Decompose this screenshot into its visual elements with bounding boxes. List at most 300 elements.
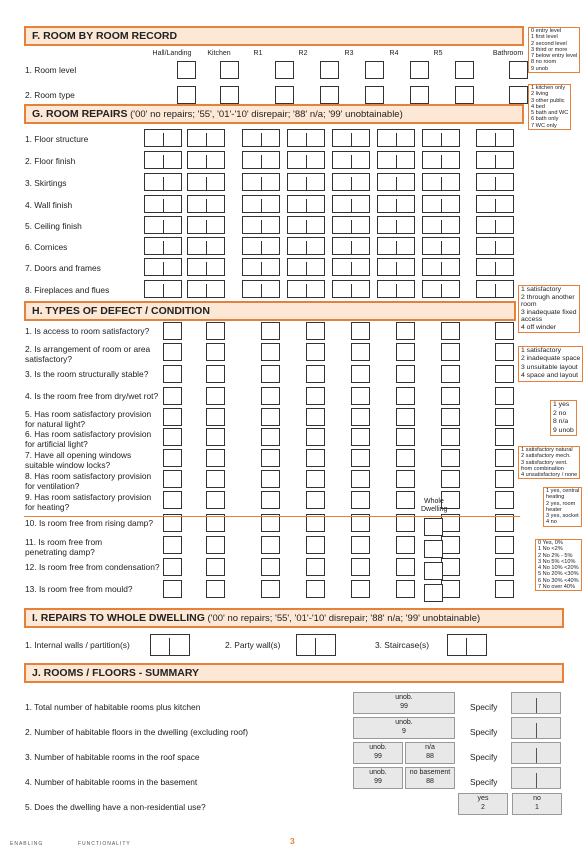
defect-field[interactable]: [163, 408, 182, 426]
whole-repair-field[interactable]: [150, 634, 190, 656]
room-repair-field[interactable]: [287, 280, 325, 298]
room-repair-field[interactable]: [287, 151, 325, 169]
legend-line: 2 No 2% - 5%: [538, 552, 573, 559]
section-title-note: ('00' no repairs; '55', '01'-'10' disrepair; '88' n/a; '99' unobtainable): [204, 613, 481, 624]
whole-dwelling-field[interactable]: [424, 584, 443, 602]
defect-field[interactable]: [441, 408, 460, 426]
room-record-field[interactable]: [455, 61, 474, 79]
room-repair-field[interactable]: [476, 173, 514, 191]
defect-field[interactable]: [396, 322, 415, 340]
legend-line: 1 first level: [531, 34, 558, 41]
room-record-field[interactable]: [320, 61, 339, 79]
room-repair-field[interactable]: [422, 237, 460, 255]
room-record-field[interactable]: [455, 86, 474, 104]
legend-line: 4 bed: [531, 103, 545, 110]
code-hint-line: no: [533, 795, 541, 802]
legend-line: 4 no: [546, 519, 557, 526]
code-hint-r2: [353, 717, 455, 739]
room-repair-field[interactable]: [332, 129, 370, 147]
room-repair-field[interactable]: [287, 129, 325, 147]
defect-field[interactable]: [441, 343, 460, 361]
legend-line: 3 yes, socket: [546, 513, 579, 520]
legend-line: 1 satisfactory: [521, 286, 562, 293]
legend-line: room: [521, 301, 537, 309]
defect-field[interactable]: [351, 580, 370, 598]
room-repair-field[interactable]: [332, 258, 370, 276]
room-repair-field[interactable]: [144, 173, 182, 191]
legend-line: 6 bath only: [531, 116, 559, 123]
room-repair-label: 1. Floor structure: [25, 134, 89, 144]
defect-field[interactable]: [441, 470, 460, 488]
defect-field[interactable]: [306, 343, 325, 361]
defect-field[interactable]: [163, 428, 182, 446]
defect-field[interactable]: [396, 387, 415, 405]
code-hint-no: [512, 793, 562, 815]
room-record-field[interactable]: [509, 61, 528, 79]
section-title-main: F. ROOM BY ROOM RECORD: [32, 30, 178, 42]
footer-right: FUNCTIONALITY: [78, 841, 131, 847]
room-repair-field[interactable]: [422, 129, 460, 147]
defect-field[interactable]: [206, 558, 225, 576]
room-record-field[interactable]: [220, 86, 239, 104]
defect-field[interactable]: [351, 558, 370, 576]
room-repair-field[interactable]: [144, 280, 182, 298]
room-repair-label: 4. Wall finish: [25, 200, 73, 210]
room-repair-field[interactable]: [476, 195, 514, 213]
defect-field[interactable]: [396, 491, 415, 509]
column-header-7: Bathroom: [492, 50, 524, 57]
legend-line: 3 other public: [531, 97, 565, 104]
room-repair-field[interactable]: [476, 237, 514, 255]
defect-question-label: suitable window locks?: [25, 460, 111, 470]
room-repair-field[interactable]: [242, 151, 280, 169]
section-title-f: [32, 30, 177, 42]
code-hint-line: unob.: [395, 694, 413, 701]
room-repair-field[interactable]: [242, 173, 280, 191]
section-title-j: [32, 667, 199, 679]
room-repair-field[interactable]: [377, 195, 415, 213]
room-repair-field[interactable]: [242, 216, 280, 234]
summary-question-label: 5. Does the dwelling have a non-residential use?: [25, 802, 206, 812]
legend-line: 3 satisfactory vent.: [521, 459, 568, 466]
legend-line: 2 satisfactory mech.: [521, 453, 571, 460]
defect-field[interactable]: [206, 408, 225, 426]
room-repair-field[interactable]: [377, 151, 415, 169]
code-hint-line: n/a: [425, 744, 435, 751]
room-repair-field[interactable]: [287, 237, 325, 255]
defect-field[interactable]: [396, 536, 415, 554]
defect-question-label: 10. Is room free from rising damp?: [25, 518, 154, 528]
defect-field[interactable]: [206, 449, 225, 467]
room-repair-label: 3. Skirtings: [25, 178, 67, 188]
legend-line: 8 n/a: [553, 418, 569, 426]
defect-field[interactable]: [396, 365, 415, 383]
whole-repair-field[interactable]: [296, 634, 336, 656]
room-repair-field[interactable]: [377, 216, 415, 234]
legend-line: 4 unsatisfactory / none: [521, 472, 578, 479]
code-hint-yes: [458, 793, 508, 815]
room-record-field[interactable]: [177, 61, 196, 79]
defect-field[interactable]: [351, 387, 370, 405]
legend-line: 2 yes, room: [546, 500, 576, 507]
room-repair-field[interactable]: [332, 195, 370, 213]
room-repair-field[interactable]: [476, 129, 514, 147]
defect-field[interactable]: [495, 491, 514, 509]
room-record-field[interactable]: [275, 86, 294, 104]
room-repair-field[interactable]: [144, 237, 182, 255]
defect-field[interactable]: [206, 365, 225, 383]
code-legend-yesno: [550, 400, 577, 436]
room-repair-field[interactable]: [332, 280, 370, 298]
defect-field[interactable]: [206, 470, 225, 488]
defect-field[interactable]: [351, 470, 370, 488]
defect-field[interactable]: [163, 387, 182, 405]
defect-field[interactable]: [495, 536, 514, 554]
defect-field[interactable]: [163, 449, 182, 467]
defect-question-label: for natural light?: [25, 419, 86, 429]
summary-question-label: 1. Total number of habitable rooms plus kitchen: [25, 702, 201, 712]
room-repair-field[interactable]: [187, 129, 225, 147]
defect-field[interactable]: [441, 365, 460, 383]
room-repair-field[interactable]: [332, 173, 370, 191]
code-legend-heating: [543, 487, 582, 527]
room-repair-field[interactable]: [377, 237, 415, 255]
room-repair-field[interactable]: [287, 195, 325, 213]
defect-field[interactable]: [396, 408, 415, 426]
column-header-4: R3: [344, 50, 354, 57]
room-repair-field[interactable]: [287, 258, 325, 276]
defect-field[interactable]: [441, 580, 460, 598]
room-record-field[interactable]: [365, 86, 384, 104]
defect-field[interactable]: [306, 580, 325, 598]
section-header-f: [24, 26, 524, 46]
defect-field[interactable]: [306, 558, 325, 576]
footer-signature-mark: [40, 835, 72, 845]
room-repair-field[interactable]: [476, 280, 514, 298]
room-repair-field[interactable]: [144, 195, 182, 213]
summary-question-label: 3. Number of habitable rooms in the roof space: [25, 752, 200, 762]
room-repair-field[interactable]: [476, 151, 514, 169]
defect-question-label: 12. Is room free from condensation?: [25, 562, 160, 572]
defect-question-label: penetrating damp?: [25, 547, 95, 557]
page-number: 3: [290, 836, 295, 846]
legend-line: from combination: [521, 465, 564, 472]
room-repair-field[interactable]: [242, 195, 280, 213]
defect-field[interactable]: [306, 428, 325, 446]
room-repair-field[interactable]: [377, 129, 415, 147]
column-header-3: R2: [298, 50, 308, 57]
defect-field[interactable]: [206, 491, 225, 509]
room-repair-field[interactable]: [144, 129, 182, 147]
defect-field[interactable]: [306, 322, 325, 340]
code-hint-line: unob.: [395, 719, 413, 726]
defect-field[interactable]: [306, 536, 325, 554]
room-repair-field[interactable]: [287, 216, 325, 234]
room-repair-field[interactable]: [242, 280, 280, 298]
code-hint-line: no basement: [409, 769, 451, 776]
defect-field[interactable]: [261, 449, 280, 467]
column-header-6: R5: [433, 50, 443, 57]
defect-field[interactable]: [495, 580, 514, 598]
room-repair-field[interactable]: [187, 173, 225, 191]
defect-field[interactable]: [351, 428, 370, 446]
room-record-field[interactable]: [365, 61, 384, 79]
legend-line: heating: [546, 494, 565, 501]
room-repair-label: 8. Fireplaces and flues: [25, 285, 110, 295]
legend-line: 7 WC only: [531, 122, 557, 129]
code-hint-r3b: [405, 742, 455, 764]
defect-field[interactable]: [306, 470, 325, 488]
whole-dwelling-field[interactable]: [424, 540, 443, 558]
defect-field[interactable]: [163, 536, 182, 554]
defect-field[interactable]: [163, 558, 182, 576]
specify-label: Specify: [470, 752, 498, 762]
room-repair-field[interactable]: [422, 195, 460, 213]
defect-field[interactable]: [441, 322, 460, 340]
defect-question-label: 6. Has room satisfactory provision: [25, 429, 152, 439]
defect-field[interactable]: [206, 580, 225, 598]
defect-field[interactable]: [261, 536, 280, 554]
summary-count-field[interactable]: [511, 742, 561, 764]
legend-line: 1 kitchen only: [531, 85, 566, 91]
code-hint-line: unob.: [369, 769, 387, 776]
summary-question-label: 4. Number of habitable rooms in the basement: [25, 777, 198, 787]
whole-repair-label: 3. Staircase(s): [375, 640, 429, 650]
legend-line: 1 yes: [553, 401, 570, 408]
room-repair-field[interactable]: [187, 216, 225, 234]
defect-question-label: for artificial light?: [25, 439, 88, 449]
room-record-label: 1. Room level: [25, 65, 77, 75]
defect-field[interactable]: [441, 558, 460, 576]
room-record-field[interactable]: [275, 61, 294, 79]
section-title-main: J. ROOMS / FLOORS - SUMMARY: [32, 667, 200, 679]
code-hint-line: 99: [374, 753, 382, 760]
defect-question-label: 13. Is room free from mould?: [25, 584, 133, 594]
defect-field[interactable]: [396, 449, 415, 467]
room-repair-field[interactable]: [422, 173, 460, 191]
legend-line: 2 through another: [521, 293, 575, 301]
defect-field[interactable]: [306, 387, 325, 405]
code-hint-line: yes: [477, 795, 489, 802]
defect-field[interactable]: [261, 387, 280, 405]
defect-field[interactable]: [261, 580, 280, 598]
room-repair-field[interactable]: [377, 258, 415, 276]
room-repair-field[interactable]: [476, 216, 514, 234]
room-repair-field[interactable]: [422, 151, 460, 169]
defect-question-label: for heating?: [25, 502, 70, 512]
defect-field[interactable]: [351, 343, 370, 361]
legend-line: 4 off winder: [521, 323, 557, 331]
defect-question-label: 9. Has room satisfactory provision: [25, 492, 152, 502]
whole-repair-label: 1. Internal walls / partition(s): [25, 640, 130, 650]
defect-question-label: 7. Have all opening windows: [25, 450, 132, 460]
defect-field[interactable]: [351, 449, 370, 467]
defect-field[interactable]: [441, 449, 460, 467]
code-hint-line: unob.: [369, 744, 387, 751]
defect-field[interactable]: [163, 322, 182, 340]
section-title-main: G. ROOM REPAIRS: [32, 108, 128, 120]
defect-field[interactable]: [261, 322, 280, 340]
defect-field[interactable]: [261, 558, 280, 576]
defect-field[interactable]: [206, 428, 225, 446]
defect-field[interactable]: [206, 536, 225, 554]
code-legend-vent: [518, 446, 580, 479]
room-repair-field[interactable]: [287, 173, 325, 191]
room-repair-field[interactable]: [187, 195, 225, 213]
defect-question-label: 3. Is the room structurally stable?: [25, 369, 149, 379]
defect-field[interactable]: [396, 428, 415, 446]
room-repair-field[interactable]: [144, 258, 182, 276]
code-hint-line: 88: [426, 778, 434, 785]
legend-line: 9 unob: [531, 65, 549, 72]
room-record-field[interactable]: [177, 86, 196, 104]
defect-field[interactable]: [351, 491, 370, 509]
defect-field[interactable]: [495, 365, 514, 383]
room-repair-field[interactable]: [332, 237, 370, 255]
column-header-5: R4: [389, 50, 399, 57]
code-hint-line: 2: [481, 804, 485, 811]
room-repair-label: 7. Doors and frames: [25, 263, 101, 273]
defect-field[interactable]: [163, 343, 182, 361]
legend-line: 2 second level: [531, 40, 567, 47]
defect-field[interactable]: [351, 322, 370, 340]
legend-line: access: [521, 316, 543, 324]
room-record-label: 2. Room type: [25, 90, 75, 100]
defect-field[interactable]: [261, 491, 280, 509]
defect-field[interactable]: [261, 470, 280, 488]
defect-field[interactable]: [206, 343, 225, 361]
room-repair-field[interactable]: [377, 280, 415, 298]
defect-question-label: 11. Is room free from: [25, 537, 103, 547]
defect-field[interactable]: [163, 365, 182, 383]
room-repair-field[interactable]: [144, 151, 182, 169]
room-repair-field[interactable]: [422, 216, 460, 234]
defect-field[interactable]: [495, 408, 514, 426]
defect-field[interactable]: [306, 449, 325, 467]
room-repair-field[interactable]: [377, 173, 415, 191]
section-title-main: I. REPAIRS TO WHOLE DWELLING: [32, 612, 205, 624]
defect-field[interactable]: [495, 387, 514, 405]
room-record-field[interactable]: [220, 61, 239, 79]
room-repair-label: 2. Floor finish: [25, 156, 76, 166]
defect-question-label: 4. Is the room free from dry/wet rot?: [25, 391, 159, 401]
room-record-field[interactable]: [410, 61, 429, 79]
defect-field[interactable]: [495, 449, 514, 467]
defect-field[interactable]: [163, 491, 182, 509]
defect-field[interactable]: [396, 558, 415, 576]
defect-field[interactable]: [441, 536, 460, 554]
whole-dwelling-label: Whole: [424, 498, 444, 505]
summary-count-field[interactable]: [511, 767, 561, 789]
summary-count-field[interactable]: [511, 692, 561, 714]
legend-line: 1 satisfactory natural: [521, 447, 573, 453]
room-repair-field[interactable]: [187, 258, 225, 276]
room-repair-field[interactable]: [242, 258, 280, 276]
defect-field[interactable]: [495, 558, 514, 576]
whole-repair-field[interactable]: [447, 634, 487, 656]
room-record-field[interactable]: [509, 86, 528, 104]
room-repair-field[interactable]: [476, 258, 514, 276]
section-header-i: [24, 608, 564, 628]
defect-field[interactable]: [163, 580, 182, 598]
defect-field[interactable]: [351, 536, 370, 554]
room-repair-field[interactable]: [332, 151, 370, 169]
room-repair-field[interactable]: [187, 237, 225, 255]
room-repair-field[interactable]: [422, 280, 460, 298]
room-repair-field[interactable]: [242, 129, 280, 147]
defect-field[interactable]: [495, 343, 514, 361]
specify-label: Specify: [470, 702, 498, 712]
defect-field[interactable]: [206, 322, 225, 340]
legend-line: 7 below entry level: [531, 53, 578, 60]
code-legend-damp: [535, 539, 582, 591]
room-repair-field[interactable]: [242, 237, 280, 255]
whole-dwelling-label: Dwelling: [421, 506, 448, 513]
defect-field[interactable]: [441, 387, 460, 405]
defect-field[interactable]: [495, 470, 514, 488]
room-repair-field[interactable]: [187, 280, 225, 298]
code-legend-access: [518, 285, 580, 333]
code-hint-line: 1: [535, 804, 539, 811]
section-title-i: [32, 612, 480, 624]
defect-field[interactable]: [306, 408, 325, 426]
defect-field[interactable]: [163, 470, 182, 488]
legend-line: 9 unob: [553, 426, 574, 434]
room-record-field[interactable]: [320, 86, 339, 104]
legend-line: 1 No <2%: [538, 546, 563, 553]
whole-dwelling-field[interactable]: [424, 562, 443, 580]
legend-line: 5 No 20% <30%: [538, 571, 579, 578]
room-repair-field[interactable]: [422, 258, 460, 276]
legend-line: 0 entry level: [531, 28, 562, 34]
room-record-field[interactable]: [410, 86, 429, 104]
section-title-note: ('00' no repairs; '55', '01'-'10' disrepair; '88' n/a; '99' unobtainable): [127, 109, 403, 120]
defect-field[interactable]: [206, 387, 225, 405]
defect-field[interactable]: [351, 408, 370, 426]
legend-line: 6 No 30% <40%: [538, 577, 579, 584]
legend-line: 8 no room: [531, 59, 557, 66]
legend-line: 7 No over 40%: [538, 584, 576, 591]
defect-field[interactable]: [306, 491, 325, 509]
legend-line: 2 no: [553, 409, 567, 417]
defect-field[interactable]: [495, 322, 514, 340]
defect-field[interactable]: [396, 470, 415, 488]
room-repair-label: 6. Cornices: [25, 242, 68, 252]
defect-field[interactable]: [396, 343, 415, 361]
defect-field[interactable]: [261, 365, 280, 383]
room-repair-field[interactable]: [332, 216, 370, 234]
defect-field[interactable]: [306, 365, 325, 383]
section-header-g: [24, 104, 524, 124]
room-repair-field[interactable]: [187, 151, 225, 169]
footer-left: ENABLING: [10, 841, 44, 847]
code-legend-level: [528, 27, 580, 73]
defect-field[interactable]: [351, 365, 370, 383]
room-repair-field[interactable]: [144, 216, 182, 234]
defect-field[interactable]: [396, 580, 415, 598]
code-hint-line: 99: [400, 703, 408, 710]
code-legend-type: [528, 84, 571, 130]
defect-field[interactable]: [261, 343, 280, 361]
defect-field[interactable]: [441, 428, 460, 446]
defect-field[interactable]: [261, 408, 280, 426]
summary-count-field[interactable]: [511, 717, 561, 739]
defect-field[interactable]: [495, 428, 514, 446]
code-legend-arrangement: [518, 346, 583, 382]
defect-question-label: 1. Is access to room satisfactory?: [25, 326, 150, 336]
whole-dwelling-field[interactable]: [424, 518, 443, 536]
defect-field[interactable]: [261, 428, 280, 446]
